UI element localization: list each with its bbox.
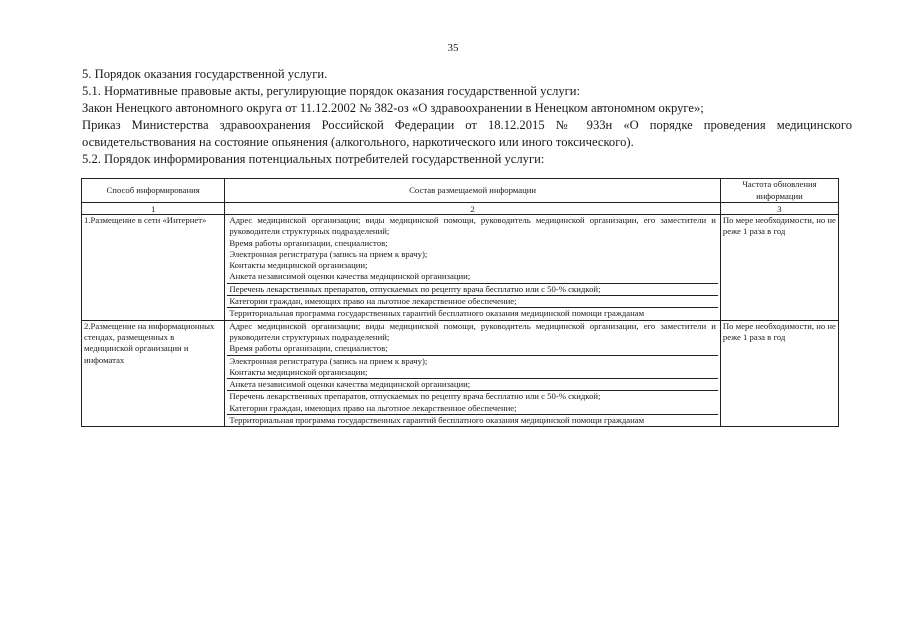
frequency-cell: По мере необходимости, но не реже 1 раза в год xyxy=(720,320,838,427)
table-header-row xyxy=(82,179,839,203)
content-line: Контакты медицинской организации; xyxy=(227,367,718,379)
content-line: Территориальная программа государственных гарантий бесплатного оказания медицинской помощи гражданам xyxy=(229,308,645,319)
section-heading: 5. Порядок оказания государственной услуги. xyxy=(82,67,328,81)
content-line: Категории граждан, имеющих право на льготное лекарственное обеспечение; xyxy=(227,296,718,308)
subsection-informing: 5.2. Порядок информирования потенциальных потребителей государственной услуги: xyxy=(82,152,545,166)
frequency-cell: По мере необходимости, но не реже 1 раза в год xyxy=(720,215,838,321)
content-line: Территориальная программа государственных гарантий бесплатного оказания медицинской помощи гражданам xyxy=(229,415,645,426)
content-line: Анкета независимой оценки качества медицинской организации; xyxy=(227,379,718,391)
content-line: Контакты медицинской организации; xyxy=(229,260,368,271)
content-line: Анкета независимой оценки качества медицинской организации; xyxy=(227,271,718,283)
table-row xyxy=(82,320,839,427)
content-line: Электронная регистратура (запись на прием к врачу); xyxy=(229,355,428,366)
content-cell xyxy=(225,215,721,321)
header-frequency: Частота обновления информации xyxy=(720,179,838,203)
content-line: Адрес медицинской организации; виды медицинской помощи, руководитель медицинской организации, его заместители и руководители структурных подразделений; xyxy=(229,320,716,342)
content-line: Перечень лекарственных препаратов, отпускаемых по рецепту врача бесплатно или с 50-% скидкой; xyxy=(227,284,718,296)
column-number: 2 xyxy=(225,203,721,215)
column-number: 3 xyxy=(720,203,838,215)
content-cell xyxy=(225,320,721,427)
page-number: 35 xyxy=(447,42,459,54)
content-line: Перечень лекарственных препаратов, отпускаемых по рецепту врача бесплатно или с 50-% скидкой; xyxy=(229,391,601,402)
content-line: Адрес медицинской организации; виды медицинской помощи, руководитель медицинской организации, его заместители и руководители структурных подразделений; xyxy=(229,215,716,237)
method-cell: 1.Размещение в сети «Интернет» xyxy=(82,215,225,321)
method-cell: 2.Размещение на информационных стендах, размещенных в медицинской организации и инфоматах xyxy=(82,320,225,427)
header-method: Способ информирования xyxy=(82,179,225,203)
table-row xyxy=(82,215,839,321)
header-content: Состав размещаемой информации xyxy=(225,179,721,203)
informing-table xyxy=(81,178,839,427)
column-number: 1 xyxy=(82,203,225,215)
table-number-row xyxy=(82,203,839,215)
subsection-legal-acts: 5.1. Нормативные правовые акты, регулирующие порядок оказания государственной услуги: xyxy=(82,84,581,98)
intro-section xyxy=(82,66,852,168)
order-reference: Приказ Министерства здравоохранения Российской Федерации от 18.12.2015 № 933н «О порядке проведения медицинского освидетельствования на состояние опьянения (алкогольного, наркотического или иного токсического). xyxy=(82,118,852,149)
content-line: Время работы организации, специалистов; xyxy=(229,237,388,248)
law-reference: Закон Ненецкого автономного округа от 11.12.2002 № 382-оз «О здравоохранении в Ненецком автономном округе»; xyxy=(82,101,704,115)
content-line: Электронная регистратура (запись на прием к врачу); xyxy=(229,248,428,259)
content-line: Категории граждан, имеющих право на льготное лекарственное обеспечение; xyxy=(227,403,718,415)
content-line: Время работы организации, специалистов; xyxy=(227,343,718,355)
